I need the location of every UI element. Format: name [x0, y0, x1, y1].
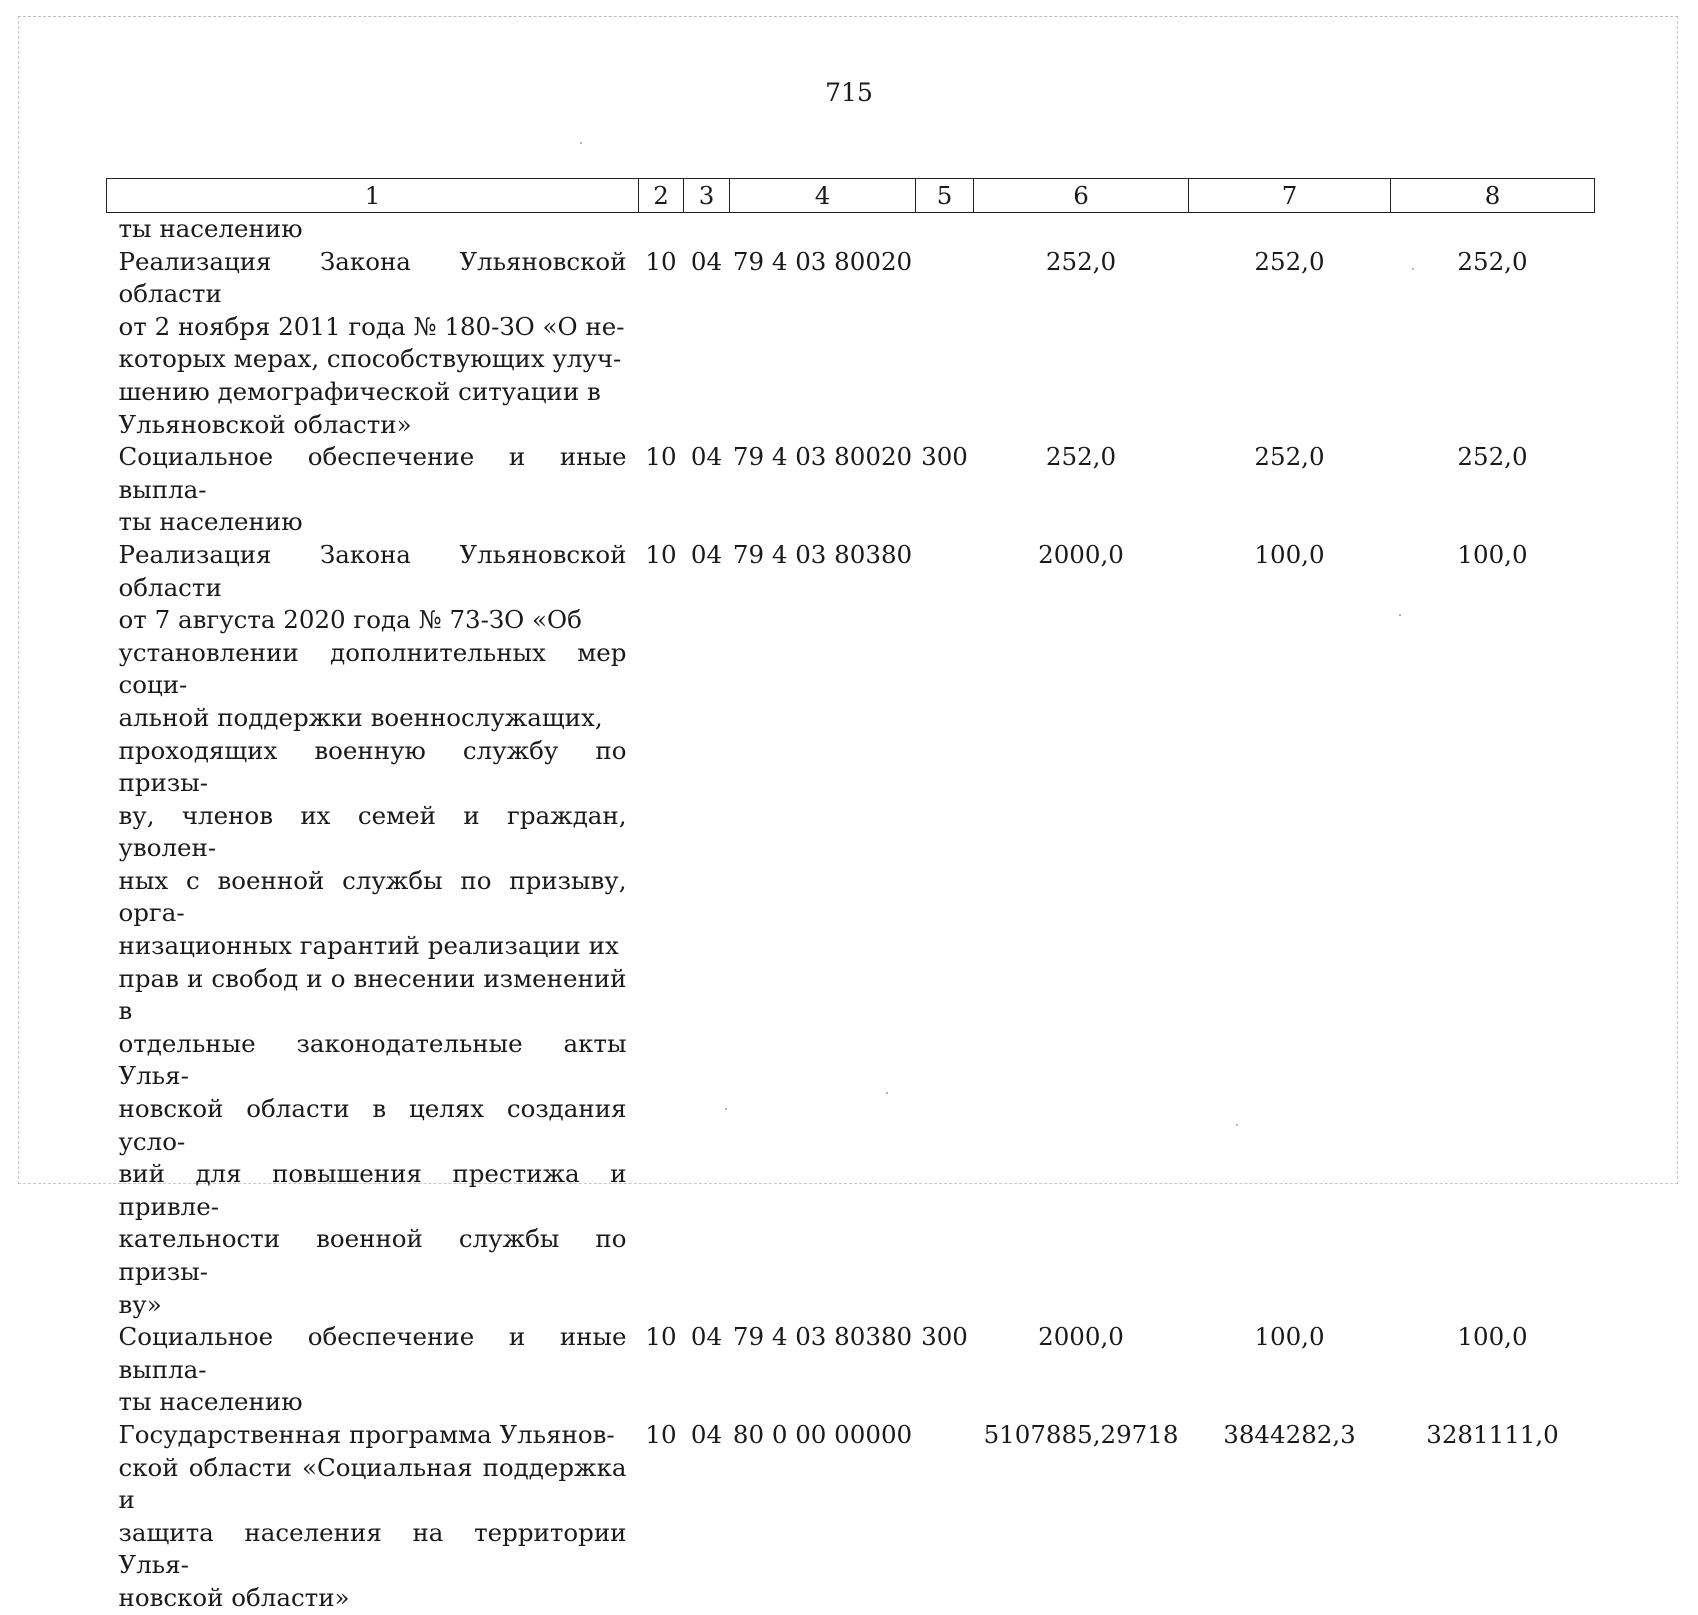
- description-line: защита населения на территории Улья-: [118, 1517, 627, 1580]
- description-line: Социальное обеспечение и иные выпла-: [118, 1322, 627, 1384]
- description-line: новской области»: [118, 1582, 350, 1612]
- table-body: [107, 213, 1595, 1615]
- amount-year-3: 3281111,0: [1426, 1419, 1559, 1449]
- row-description: [107, 539, 639, 1321]
- scan-speck: [725, 1108, 727, 1110]
- description-line: ты населению: [118, 1387, 303, 1417]
- description-line: Социальное обеспечение и иные выпла-: [118, 442, 627, 504]
- header-row: [107, 179, 1595, 213]
- description-line: от 2 ноября 2011 года № 180-ЗО «О не-: [118, 311, 625, 341]
- description-line: вий для повышения престижа и привле-: [118, 1159, 627, 1221]
- amount-year-3: [1391, 213, 1595, 246]
- amount-year-2: 100,0: [1254, 1322, 1325, 1352]
- description-line: проходящих военную службу по призы-: [118, 735, 627, 798]
- table-row: [107, 1321, 1595, 1419]
- row-description: [107, 246, 639, 442]
- table-header: [107, 179, 1595, 213]
- amount-year-1: 252,0: [1045, 442, 1117, 472]
- description-line: ской области «Социальная поддержка и: [118, 1452, 627, 1515]
- description-line: кательности военной службы по призы-: [118, 1224, 627, 1286]
- expense-type-code: [916, 213, 974, 246]
- expense-type-code: 300: [921, 442, 968, 472]
- header-col-1: 1: [107, 179, 639, 213]
- scan-speck: [886, 1092, 888, 1094]
- header-col-6: 6: [974, 179, 1189, 213]
- row-description: [107, 1419, 639, 1615]
- budget-table: [106, 178, 1595, 1615]
- expense-type-code: 300: [921, 1322, 968, 1352]
- description-line: шению демографической ситуации в: [118, 376, 601, 406]
- row-description: [107, 1321, 639, 1419]
- amount-year-2: 100,0: [1254, 539, 1325, 569]
- page-number: 715: [825, 78, 873, 107]
- subsection-code: 04: [690, 442, 723, 472]
- header-col-5: 5: [916, 179, 974, 213]
- scan-speck: [1399, 614, 1401, 616]
- table-row: [107, 1419, 1595, 1615]
- scan-speck: [1412, 268, 1414, 270]
- target-article-code: 79 4 03 80020: [732, 442, 913, 472]
- row-description: [107, 213, 639, 246]
- description-line: низационных гарантий реализации их: [118, 931, 619, 961]
- row-description: [107, 441, 639, 539]
- table-row: [107, 539, 1595, 1321]
- amount-year-3: 252,0: [1457, 442, 1528, 472]
- header-col-2: 2: [639, 179, 684, 213]
- target-article-code: [730, 213, 916, 246]
- scan-speck: [580, 142, 582, 144]
- description-line: ву, членов их семей и граждан, уволен-: [118, 800, 627, 863]
- subsection-code: 04: [690, 1322, 723, 1352]
- amount-year-1: 252,0: [1045, 246, 1117, 276]
- table-row: [107, 213, 1595, 246]
- description-line: отдельные законодательные акты Улья-: [118, 1028, 627, 1091]
- amount-year-1: 2000,0: [1038, 1322, 1124, 1352]
- section-code: 10: [645, 1322, 677, 1352]
- expense-type-code: [916, 246, 974, 442]
- subsection-code: 04: [690, 1419, 723, 1449]
- description-line: ты населению: [118, 214, 303, 243]
- amount-year-2: [1189, 213, 1391, 246]
- amount-year-2: 252,0: [1254, 442, 1325, 472]
- amount-year-1: 2000,0: [1038, 539, 1124, 569]
- amount-year-3: 252,0: [1457, 246, 1528, 276]
- description-line: которых мерах, способствующих улуч-: [118, 344, 622, 374]
- header-col-3: 3: [684, 179, 730, 213]
- description-line: Ульяновской области»: [118, 409, 412, 439]
- amount-year-2: 3844282,3: [1223, 1419, 1356, 1449]
- target-article-code: 79 4 03 80380: [732, 539, 913, 569]
- section-code: 10: [645, 539, 677, 569]
- section-code: 10: [645, 1419, 677, 1449]
- description-line: от 7 августа 2020 года № 73-ЗО «Об: [118, 605, 582, 635]
- amount-year-1: 5107885,29718: [983, 1419, 1179, 1449]
- amount-year-2: 252,0: [1254, 246, 1325, 276]
- amount-year-1: [974, 213, 1189, 246]
- section-code: [639, 213, 684, 246]
- target-article-code: 79 4 03 80020: [732, 246, 913, 276]
- section-code: 10: [645, 246, 677, 276]
- description-line: ву»: [118, 1289, 162, 1319]
- description-line: прав и свобод и о внесении изменений в: [118, 963, 627, 1026]
- target-article-code: 79 4 03 80380: [732, 1322, 913, 1352]
- amount-year-3: 100,0: [1457, 1322, 1528, 1352]
- description-line: альной поддержки военнослужащих,: [118, 702, 603, 732]
- description-line: ных с военной службы по призыву, орга-: [118, 865, 627, 928]
- expense-type-code: [916, 1419, 974, 1615]
- amount-year-3: 100,0: [1457, 539, 1528, 569]
- header-col-4: 4: [730, 179, 916, 213]
- description-line: новской области в целях создания усло-: [118, 1094, 627, 1156]
- section-code: 10: [645, 442, 677, 472]
- description-line: Реализация Закона Ульяновской области: [118, 539, 627, 602]
- expense-type-code: [916, 539, 974, 1321]
- subsection-code: [684, 213, 730, 246]
- description-line: установлении дополнительных мер соци-: [118, 637, 627, 700]
- description-line: ты населению: [118, 507, 303, 537]
- header-col-8: 8: [1391, 179, 1595, 213]
- subsection-code: 04: [690, 246, 723, 276]
- header-col-7: 7: [1189, 179, 1391, 213]
- table-row: [107, 441, 1595, 539]
- table-row: [107, 246, 1595, 442]
- description-line: Государственная программа Ульянов-: [118, 1419, 615, 1449]
- target-article-code: 80 0 00 00000: [732, 1419, 913, 1449]
- subsection-code: 04: [690, 539, 723, 569]
- scan-speck: [1236, 1124, 1238, 1126]
- description-line: Реализация Закона Ульяновской области: [118, 246, 627, 309]
